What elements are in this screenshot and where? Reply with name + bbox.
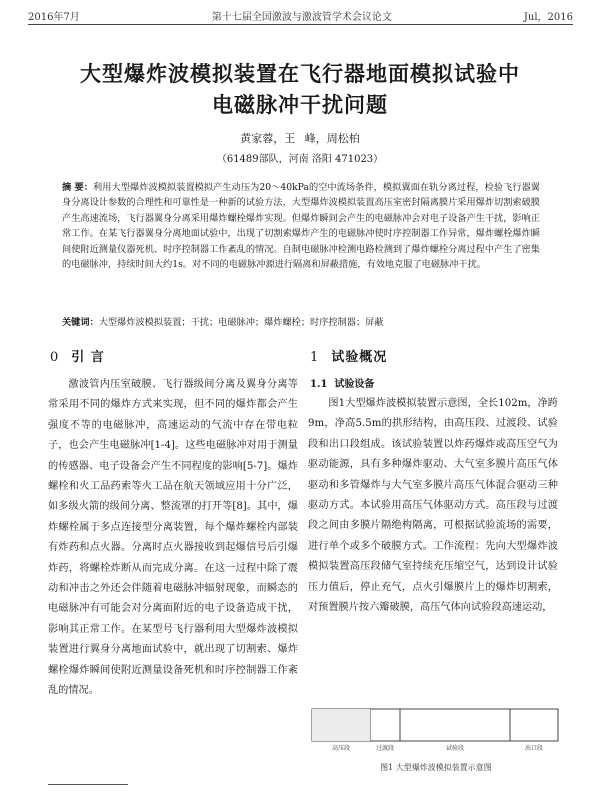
figure-label-transition: 过渡段 <box>375 745 395 752</box>
section-1-heading <box>310 346 558 365</box>
left-column <box>48 346 298 702</box>
abstract <box>62 180 540 272</box>
figure-1-caption: 图1 大型爆炸波模拟装置示意图 <box>380 763 492 772</box>
section-0-paragraph: 激波管内压室破膜、飞行器级间分离及翼身分离等常采用不同的爆炸方式来实现，但不同的爆炸都会产生强度不等的电磁脉冲，高速运动的气流中存在带电粒子，也会产生电磁脉冲[1-4]。这些电磁脉冲对用于测量的传感器、电子设备会产生不同程度的影响[5-7]。爆炸螺栓和火工品药索等火工品在航天领域应用十分广泛，如多级火箭的级间分离、整流罩的打开等[8]。其中，爆炸螺栓属于多点连接型分离装置，每个爆炸螺栓内部装有炸药和点火器。分离时点火器接收到起爆信号后引爆炸药，将螺栓炸断从而完成分离。在这一过程中除了震动和冲击之外还会伴随着电磁脉冲辐射现象，而瞬态的电磁脉冲有可能会对分离面附近的电子设备造成干扰，影响其正常工作。在某型号飞行器利用大型爆炸波模拟装置进行翼身分离地面试验中，就出现了切割索、爆炸螺栓爆炸瞬间使附近测量设备死机和时序控制器工作紊乱的情况。 <box>48 379 298 697</box>
header-conference: 第十七届全国激波与激波管学术会议论文 <box>211 12 392 23</box>
subsection-1-1-number: 1.1 <box>310 379 328 390</box>
running-header <box>28 8 573 23</box>
figure-label-exit: 出口段 <box>524 745 544 752</box>
authors: 黄家蓉，王 峰，周松柏 <box>240 132 360 145</box>
section-0-number: 0 <box>50 350 60 365</box>
paper-title <box>40 58 560 120</box>
section-1-paragraph: 图1大型爆炸波模拟装置示意图，全长102m，净跨9m，净高5.5m的拱形结构，由高压段、过渡段、试验段和出口段组成。该试验装置以炸药爆炸或高压空气为驱动能源，具有多种爆炸驱动、大气室多膜片高压气体驱动和多管爆炸与大气室多膜片高压气体混合驱动三种驱动方式。本试验用高压气体驱动方式。高压段与过渡段之间由多膜片隔绝构隔离，可根据试验流场的需要，进行单个或多个破膜方式。工作流程：先向大型爆炸波模拟装置高压段储气室持续充压缩空气，达到设计试验压力值后，停止充气，点火引爆膜片上的爆炸切割索，对预置膜片按六瓣破膜，高压气体向试验段高速运动， <box>308 398 558 614</box>
keywords-text: 大型爆炸波模拟装置；干扰；电磁脉冲；爆炸螺栓；时序控制器；屏蔽 <box>98 317 384 328</box>
section-0-heading <box>50 346 298 365</box>
figure-label-high-pressure: 高压段 <box>331 745 351 752</box>
header-rule <box>28 24 573 25</box>
title-line-1: 大型爆炸波模拟装置在飞行器地面模拟试验中 <box>80 61 520 86</box>
right-column <box>308 346 558 618</box>
high-pressure-section <box>312 709 370 741</box>
header-date-right: Jul，2016 <box>523 12 573 23</box>
figure-label-test: 试验段 <box>445 745 465 752</box>
title-line-2: 电磁脉冲干扰问题 <box>212 92 388 117</box>
keywords <box>62 315 540 330</box>
affiliation: （61489部队，河南 洛阳 471023） <box>216 154 384 165</box>
abstract-label: 摘 要： <box>62 182 93 193</box>
header-date: 2016年7月 <box>28 12 80 23</box>
keywords-label: 关键词： <box>62 317 99 328</box>
section-0-title: 引 言 <box>71 350 105 365</box>
section-1-title: 试验概况 <box>331 350 388 365</box>
subsection-1-1-heading <box>310 375 558 390</box>
subsection-1-1-title: 试验设备 <box>334 379 375 390</box>
section-1-number: 1 <box>310 350 320 365</box>
figure-1-diagram <box>310 695 560 753</box>
footnote-rule <box>48 784 128 785</box>
abstract-text: 利用大型爆炸波模拟装置模拟产生动压为20～40kPa的空中流场条件，模拟翼面在轨分离过程，检验飞行器翼身分离设计参数的合理性和可靠性是一种新的试验方法，大型爆炸波模拟装置高压室密封隔离膜片采用爆炸切割索破膜产生高速流场，飞行器翼身分离采用爆炸螺栓爆炸实现。但爆炸瞬间会产生的电磁脉冲会对电子设备产生干扰，影响正常工作。在某飞行器翼身分离地面试验中，出现了切割索爆炸产生的电磁脉冲使时序控制器工作异常，爆炸螺栓爆炸瞬间使附近测量仪器死机、时序控制器工作紊乱的情况。自制电磁脉冲检测电路检测到了爆炸螺栓分离过程中产生了密集的电磁脉冲，持续时间大约1s。对不同的电磁脉冲源进行隔离和屏蔽措施，有效地克服了电磁脉冲干扰。 <box>62 182 540 271</box>
